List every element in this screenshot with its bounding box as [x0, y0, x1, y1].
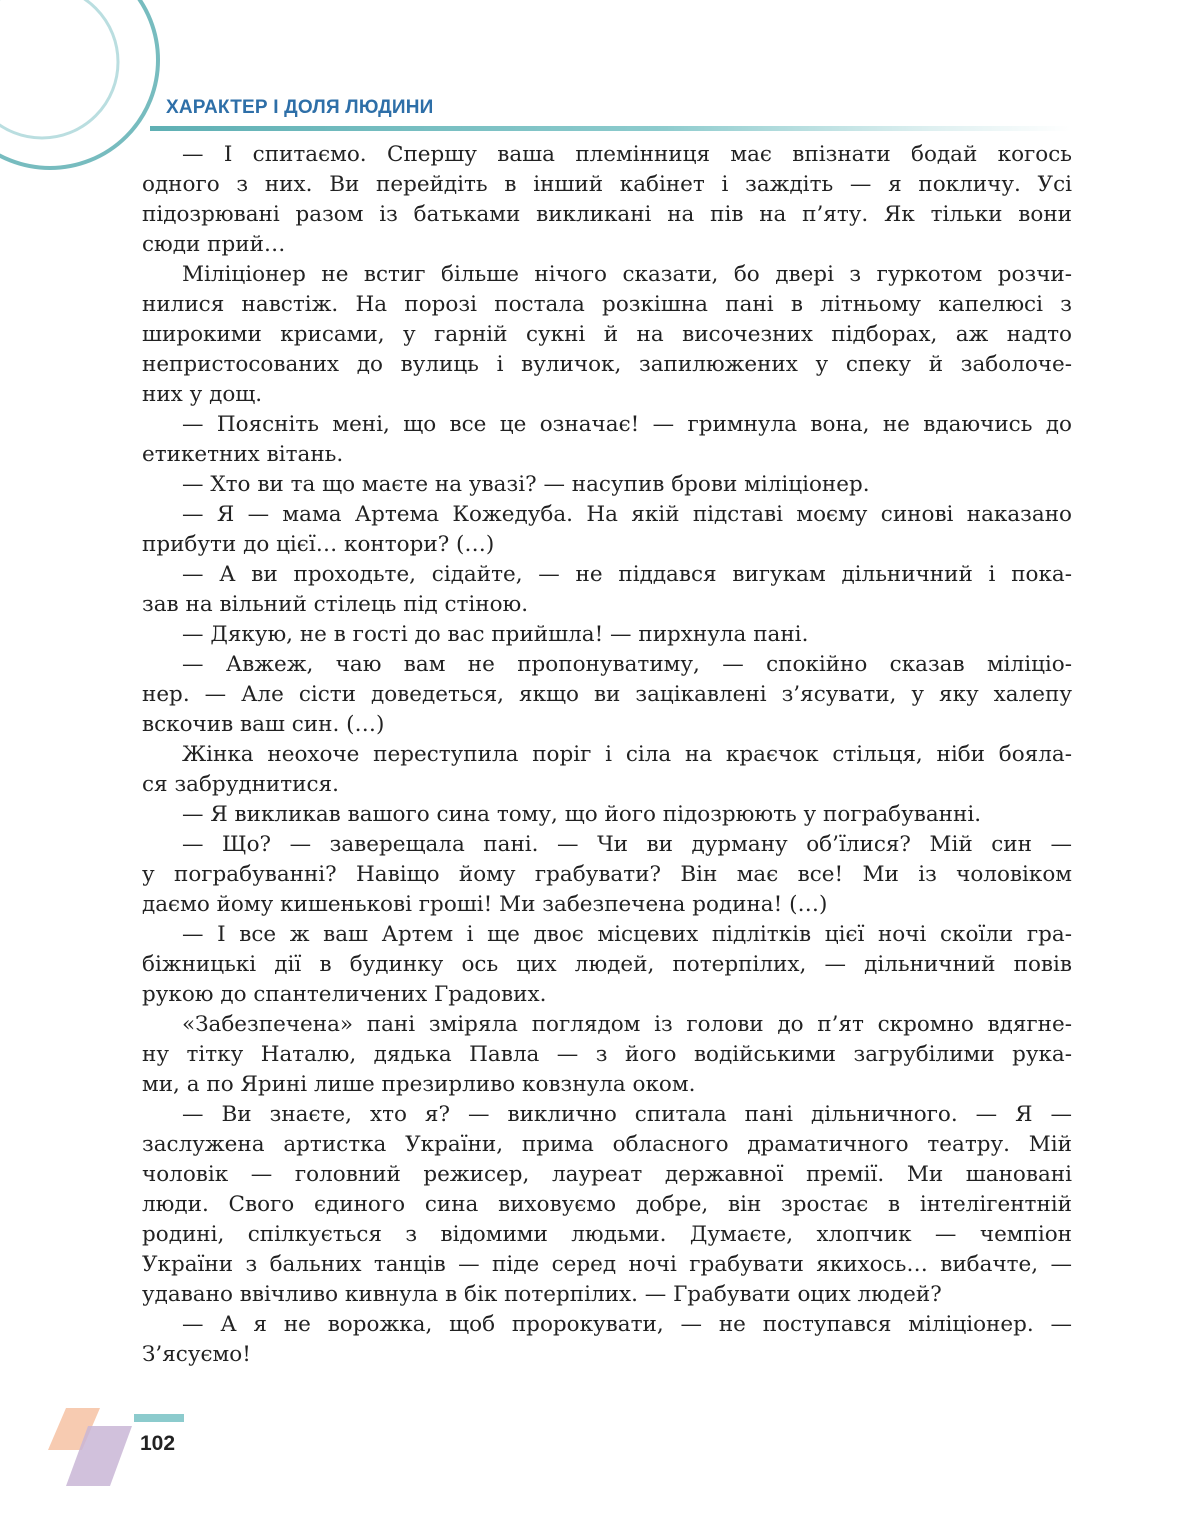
text-line: Жінка неохоче переступила поріг і сіла на краєчок стільця, ніби бояла- [182, 742, 1072, 767]
text-line: рукою до спантеличених Градових. [142, 982, 547, 1007]
text-line: родині, спілкується з відомими людьми. Думаєте, хлопчик — чемпіон [142, 1222, 1072, 1247]
text-line: — Я викликав вашого сина тому, що його підозрюють у пограбуванні. [182, 802, 982, 827]
story-text [142, 140, 1072, 1370]
text-line: — Поясніть мені, що все це означає! — гримнула вона, не вдаючись до [182, 412, 1072, 437]
text-line: — І спитаємо. Спершу ваша племінниця має впізнати бодай когось [182, 142, 1072, 167]
text-line: З’ясуємо! [142, 1342, 251, 1367]
text-line: підозрювані разом із батьками викликані на пів на п’яту. Як тільки вони [142, 202, 1072, 227]
text-line: заслужена артистка України, прима обласного драматичного театру. Мій [142, 1132, 1072, 1157]
text-line: ну тітку Наталю, дядька Павла — з його водійськими загрубілими рука- [142, 1042, 1072, 1067]
text-line: ся забруднитися. [142, 772, 339, 797]
text-line: — Ви знаєте, хто я? — виклично спитала пані дільничного. — Я — [182, 1102, 1072, 1127]
text-line: люди. Свого єдиного сина виховуємо добре, він зростає в інтелігентній [142, 1192, 1072, 1217]
text-line: — Хто ви та що маєте на увазі? — насупив брови міліціонер. [182, 472, 870, 497]
chapter-title: ХАРАКТЕР І ДОЛЯ ЛЮДИНИ [166, 97, 434, 118]
text-line: даємо йому кишенькові гроші! Ми забезпечена родина! (…) [142, 892, 828, 917]
text-line: «Забезпечена» пані зміряла поглядом із голови до п’ят скромно вдягне- [182, 1012, 1072, 1037]
text-line: — Я — мама Артема Кожедуба. На якій підставі моєму синові наказано [182, 502, 1072, 527]
header-rule [150, 126, 1070, 131]
text-line: — Авжеж, чаю вам не пропонуватиму, — спокійно сказав міліціо- [182, 652, 1072, 677]
text-line: — А я не ворожка, щоб пророкувати, — не поступався міліціонер. — [182, 1312, 1072, 1337]
text-line: чоловік — головний режисер, лауреат державної премії. Ми шановані [142, 1162, 1072, 1187]
text-line: — А ви проходьте, сідайте, — не піддався вигукам дільничний і пока- [182, 562, 1072, 587]
text-line: — Що? — заверещала пані. — Чи ви дурману об’їлися? Мій син — [182, 832, 1072, 857]
text-line: одного з них. Ви перейдіть в інший кабінет і заждіть — я покличу. Усі [142, 172, 1072, 197]
text-line: прибути до цієї… контори? (…) [142, 532, 495, 557]
text-line: етикетних вітань. [142, 442, 344, 467]
text-line: — Дякую, не в гості до вас прийшла! — пирхнула пані. [182, 622, 809, 647]
text-line: у пограбуванні? Навіщо йому грабувати? Він має все! Ми із чоловіком [142, 862, 1072, 887]
text-line: них у дощ. [142, 382, 263, 407]
text-line: України з бальних танців — піде серед ночі грабувати якихось… вибачте, — [142, 1252, 1072, 1277]
text-line: — І все ж ваш Артем і ще двоє місцевих підлітків цієї ночі скоїли гра- [182, 922, 1072, 947]
text-line: Міліціонер не встиг більше нічого сказати, бо двері з гуркотом розчи- [182, 262, 1072, 287]
text-line: непристосованих до вулиць і вуличок, запилюжених у спеку й заболоче- [142, 352, 1072, 377]
text-line: нер. — Але сісти доведеться, якщо ви зацікавлені з’ясувати, у яку халепу [142, 682, 1072, 707]
text-line: широкими крисами, у гарній сукні й на височезних підборах, аж надто [142, 322, 1072, 347]
text-line: ми, а по Ярині лише презирливо ковзнула оком. [142, 1072, 696, 1097]
text-line: зав на вільний стілець під стіною. [142, 592, 529, 617]
text-line: удавано ввічливо кивнула в бік потерпілих. — Грабувати оцих людей? [142, 1282, 942, 1307]
text-line: біжницькі дії в будинку ось цих людей, потерпілих, — дільничний повів [142, 952, 1072, 977]
text-line: вскочив ваш син. (…) [142, 712, 385, 737]
page-number: 102 [140, 1432, 176, 1455]
text-line: нилися навстіж. На порозі постала розкішна пані в літньому капелюсі з [142, 292, 1072, 317]
text-line: сюди прий… [142, 232, 286, 257]
